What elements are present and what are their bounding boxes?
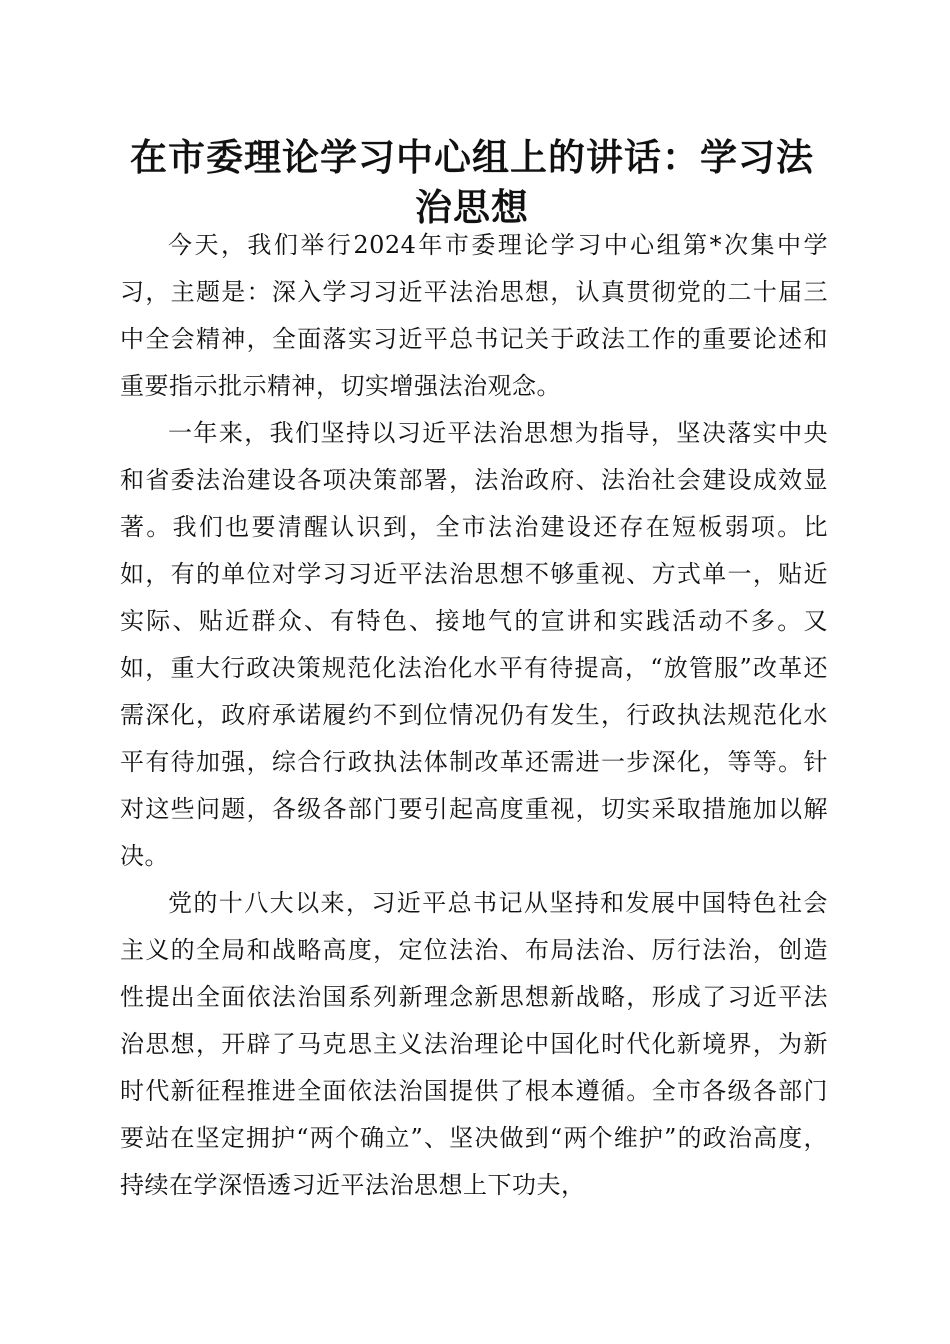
document-body xyxy=(120,222,828,1209)
document-title: 在市委理论学习中心组上的讲话：学习法治思想 xyxy=(130,135,814,229)
paragraph-2: 一年来，我们坚持以习近平法治思想为指导，坚决落实中央和省委法治建设各项决策部署，法治政府、法治社会建设成效显著。我们也要清醒认识到，全市法治建设还存在短板弱项。比如，有的单位对学习习近平法治思想不够重视、方式单一，贴近实际、贴近群众、有特色、接地气的宣讲和实践活动不多。又如，重大行政决策规范化法治化水平有待提高，“放管服”改革还需深化，政府承诺履约不到位情况仍有发生，行政执法规范化水平有待加强，综合行政执法体制改革还需进一步深化，等等。针对这些问题，各级各部门要引起高度重视，切实采取措施加以解决。 xyxy=(120,419,828,870)
paragraph-1: 今天，我们举行2024年市委理论学习中心组第*次集中学习，主题是：深入学习习近平法治思想，认真贯彻党的二十届三中全会精神，全面落实习近平总书记关于政法工作的重要论述和重要指示批示精神，切实增强法治观念。 xyxy=(120,231,828,400)
paragraph-3: 党的十八大以来，习近平总书记从坚持和发展中国特色社会主义的全局和战略高度，定位法治、布局法治、厉行法治，创造性提出全面依法治国系列新理念新思想新战略，形成了习近平法治思想，开辟了马克思主义法治理论中国化时代化新境界，为新时代新征程推进全面依法治国提供了根本遵循。全市各级各部门要站在坚定拥护“两个确立”、坚决做到“两个维护”的政治高度，持续在学深悟透习近平法治思想上下功夫， xyxy=(120,889,828,1199)
